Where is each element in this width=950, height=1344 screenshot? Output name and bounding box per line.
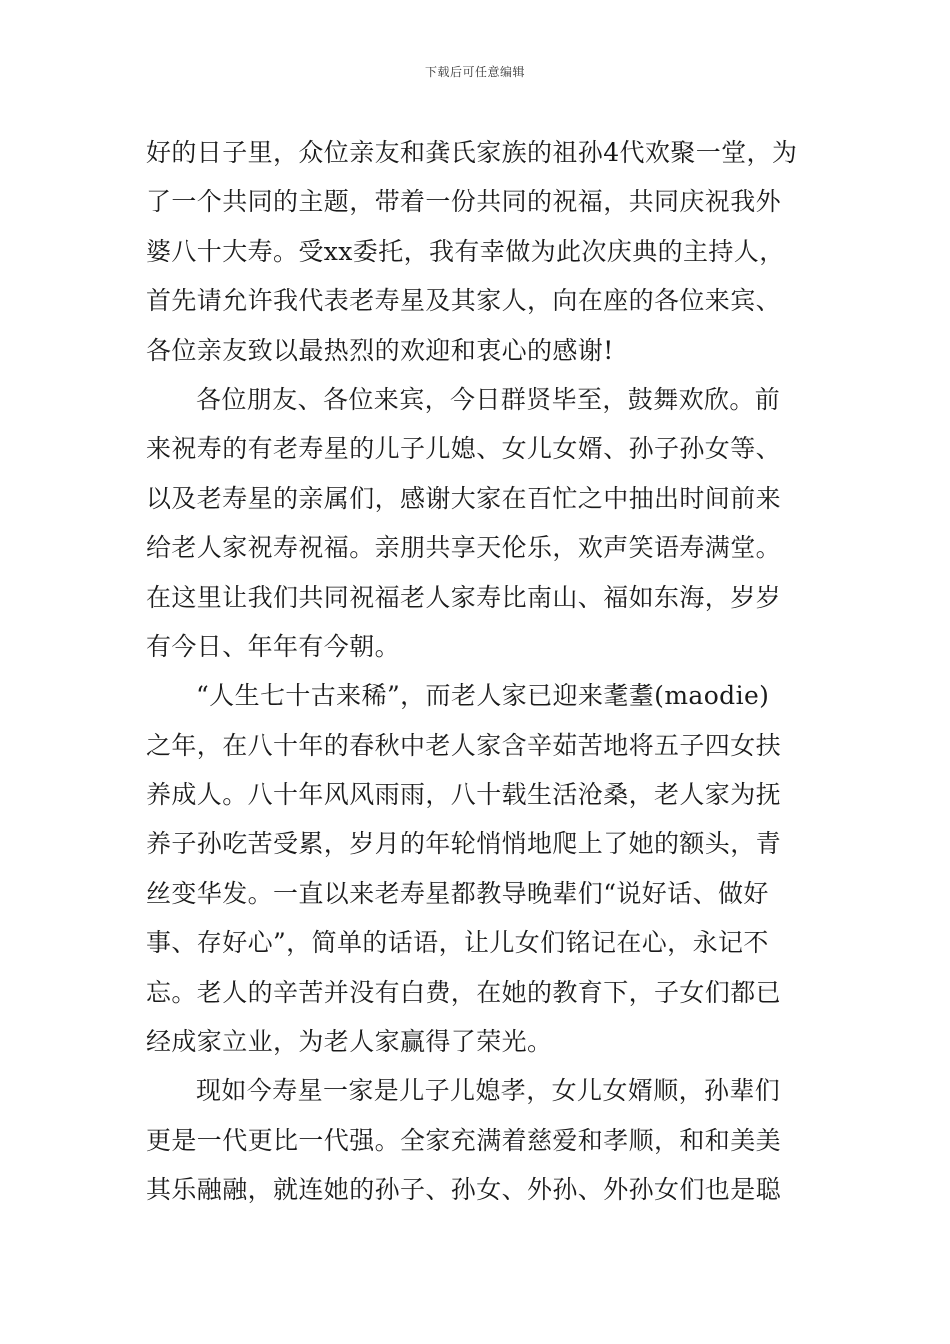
- text-line: 各位亲友致以最热烈的欢迎和衷心的感谢!: [146, 335, 614, 365]
- text-line: 养成人。八十年风风雨雨，八十载生活沧桑，老人家为抚: [146, 780, 782, 810]
- paragraph-first-line: 现如今寿星一家是儿子儿媳孝，女儿女婿顺，孙辈们: [196, 1076, 781, 1106]
- text-line: 其乐融融，就连她的孙子、孙女、外孙、外孙女们也是聪: [146, 1175, 782, 1205]
- text-line: 以及老寿星的亲属们，感谢大家在百忙之中抽出时间前来: [146, 483, 782, 513]
- text-line: 经成家立业，为老人家赢得了荣光。: [146, 1027, 553, 1057]
- text-line: 婆八十大寿。受xx委托，我有幸做为此次庆典的主持人，: [146, 236, 785, 266]
- text-line: 更是一代更比一代强。全家充满着慈爱和孝顺，和和美美: [146, 1125, 782, 1155]
- text-line: 忘。老人的辛苦并没有白费，在她的教育下，子女们都已: [146, 977, 782, 1007]
- text-line: 了一个共同的主题，带着一份共同的祝福，共同庆祝我外: [146, 187, 782, 217]
- text-line: 首先请允许我代表老寿星及其家人，向在座的各位来宾、: [146, 286, 782, 316]
- text-line: 之年，在八十年的春秋中老人家含辛茹苦地将五子四女扶: [146, 730, 782, 760]
- text-line: 事、存好心”，简单的话语，让儿女们铭记在心，永记不: [146, 928, 769, 958]
- paragraph-first-line: “人生七十古来稀”，而老人家已迎来耄耋(maodie): [196, 681, 770, 711]
- text-line: 好的日子里，众位亲友和龚氏家族的祖孙4代欢聚一堂，为: [146, 138, 798, 167]
- text-line: 丝变华发。一直以来老寿星都教导晚辈们“说好话、做好: [146, 878, 769, 908]
- text-line: 来祝寿的有老寿星的儿子儿媳、女儿女婿、孙子孙女等、: [146, 434, 782, 464]
- text-line: 养子孙吃苦受累，岁月的年轮悄悄地爬上了她的额头，青: [146, 829, 782, 859]
- document-body: [146, 128, 806, 1215]
- text-line: 给老人家祝寿祝福。亲朋共享天伦乐，欢声笑语寿满堂。: [146, 533, 782, 563]
- text-line: 有今日、年年有今朝。: [146, 631, 401, 661]
- page-header: 下载后可任意编辑: [424, 65, 525, 79]
- text-line: 在这里让我们共同祝福老人家寿比南山、福如东海，岁岁: [146, 582, 782, 612]
- paragraph-first-line: 各位朋友、各位来宾，今日群贤毕至，鼓舞欢欣。前: [196, 384, 781, 414]
